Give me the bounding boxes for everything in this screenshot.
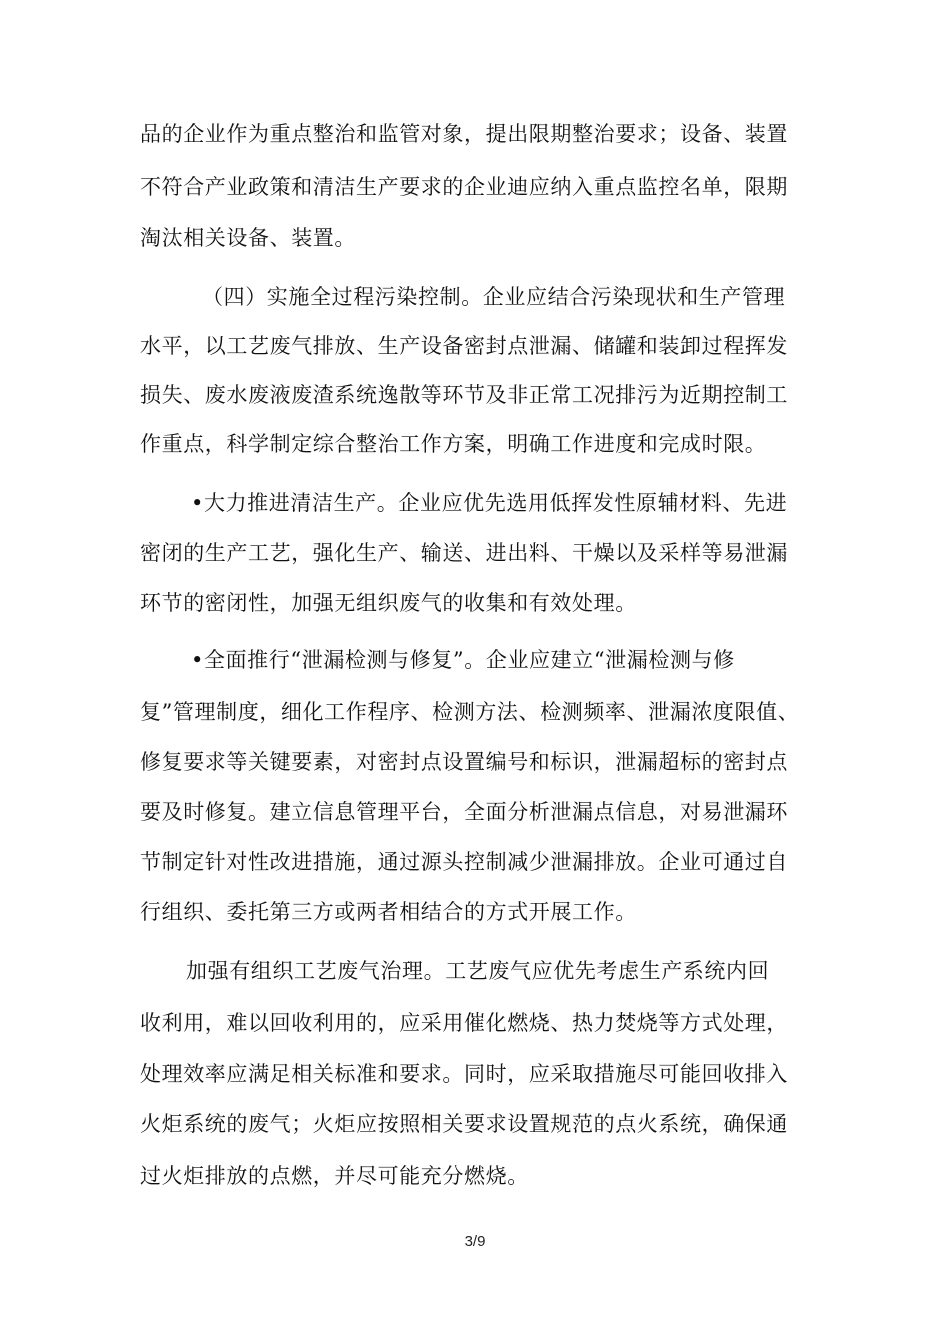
text-line: 修复要求等关键要素，对密封点设置编号和标识，泄漏超标的密封点 <box>140 750 788 774</box>
text-line: 不符合产业政策和清洁生产要求的企业迪应纳入重点监控名单，限期 <box>140 175 788 199</box>
text-line: 复”管理制度，细化工作程序、检测方法、检测频率、泄漏浓度限值、 <box>140 700 800 724</box>
text-line: 要及时修复。建立信息管理平台，全面分析泄漏点信息，对易泄漏环 <box>140 800 788 824</box>
text-line: •大力推进清洁生产。企业应优先选用低挥发性原辅材料、先进 <box>191 491 788 515</box>
text-line: 火炬系统的废气；火炬应按照相关要求设置规范的点火系统，确保通 <box>140 1112 788 1136</box>
text-line: 损失、废水废液废渣系统逸散等环节及非正常工况排污为近期控制工 <box>140 383 788 407</box>
text-line: 处理效率应满足相关标准和要求。同时，应采取措施尽可能回收排入 <box>140 1062 788 1086</box>
text-line: 淘汰相关设备、装置。 <box>140 226 356 250</box>
page-number: 3/9 <box>464 1233 486 1250</box>
text-line: 品的企业作为重点整治和监管对象，提出限期整治要求；设备、装置 <box>140 122 788 146</box>
text-line: （四）实施全过程污染控制。企业应结合污染现状和生产管理 <box>202 285 786 309</box>
text-line: 过火炬排放的点燃，并尽可能充分燃烧。 <box>140 1164 529 1188</box>
text-line: 作重点，科学制定综合整治工作方案，明确工作进度和完成时限。 <box>140 432 767 456</box>
text-line: 密闭的生产工艺，强化生产、输送、进出料、干燥以及采样等易泄漏 <box>140 541 788 565</box>
text-line: •全面推行“泄漏检测与修复”。企业应建立“泄漏检测与修 <box>191 648 735 672</box>
text-line: 水平，以工艺废气排放、生产设备密封点泄漏、储罐和装卸过程挥发 <box>140 334 788 358</box>
text-line: 加强有组织工艺废气治理。工艺废气应优先考虑生产系统内回 <box>186 959 770 983</box>
text-line: 收利用，难以回收利用的，应采用催化燃烧、热力焚烧等方式处理， <box>140 1011 788 1035</box>
text-line: 环节的密闭性，加强无组织废气的收集和有效处理。 <box>140 591 637 615</box>
text-line: 节制定针对性改进措施，通过源头控制减少泄漏排放。企业可通过自 <box>140 850 788 874</box>
text-line: 行组织、委托第三方或两者相结合的方式开展工作。 <box>140 900 637 924</box>
